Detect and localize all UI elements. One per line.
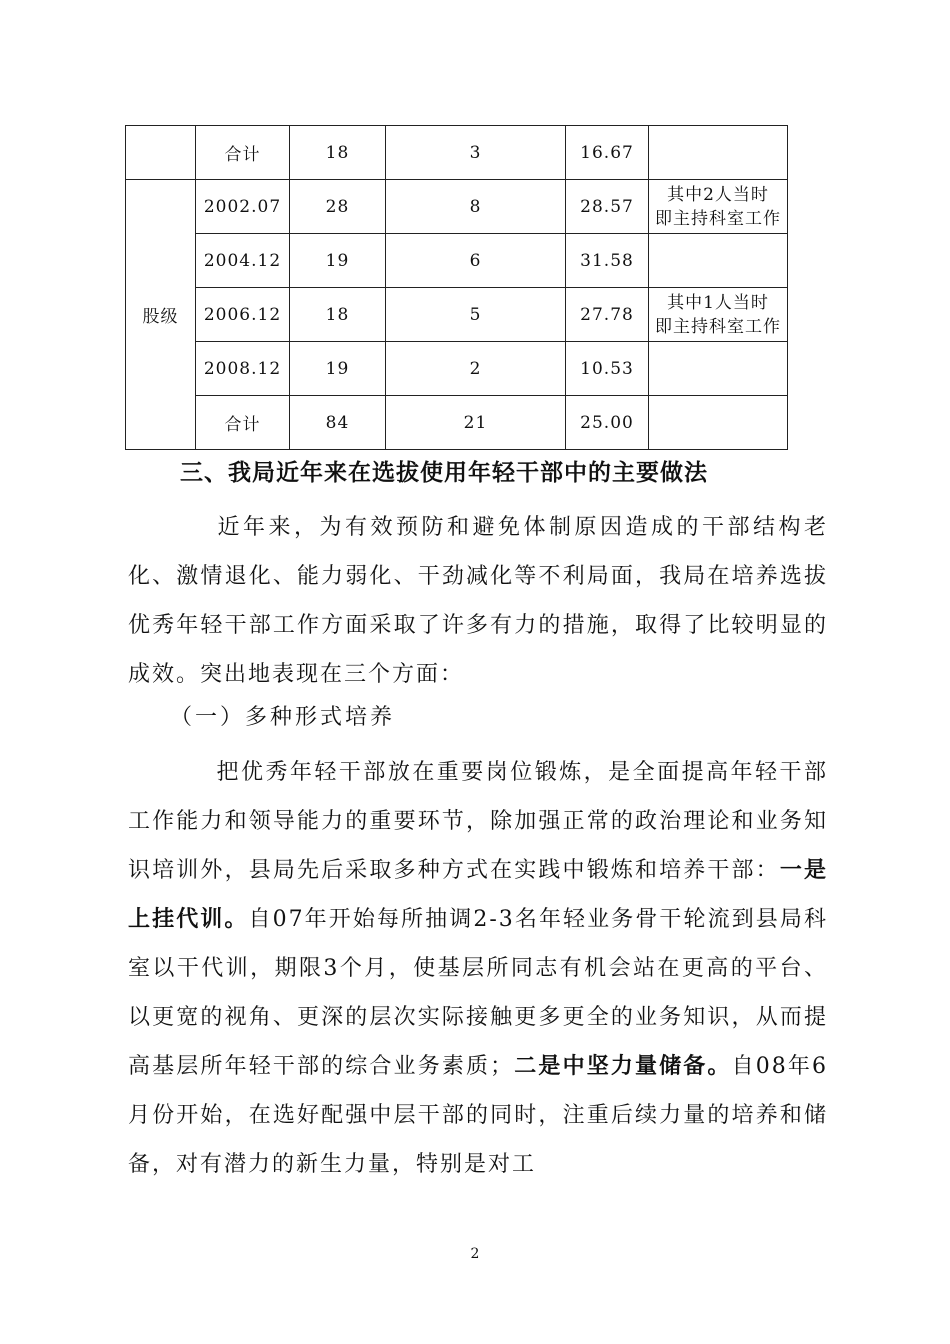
table-cell: 2002.07	[196, 180, 290, 234]
table-cell	[649, 396, 788, 450]
table-cell: 2008.12	[196, 342, 290, 396]
table-row	[126, 180, 788, 234]
table-cell: 合计	[196, 396, 290, 450]
group-label-cell: 股级	[126, 180, 196, 450]
table-cell: 6	[386, 234, 566, 288]
note-line: 即主持科室工作	[655, 208, 781, 229]
table-cell: 10.53	[566, 342, 649, 396]
table-cell: 合计	[196, 126, 290, 180]
table-row	[126, 342, 788, 396]
subheading: （一）多种形式培养	[170, 705, 396, 730]
note-cell	[649, 180, 788, 234]
table-cell: 27.78	[566, 288, 649, 342]
point1-title: 一是上挂代训。	[128, 858, 828, 932]
body-paragraph	[128, 748, 828, 1189]
section-heading: 三、我局近年来在选拔使用年轻干部中的主要做法	[180, 460, 708, 486]
table-row	[126, 288, 788, 342]
table-cell: 3	[386, 126, 566, 180]
table-cell	[649, 342, 788, 396]
note-line: 即主持科室工作	[655, 316, 781, 337]
point1-text: 自07年开始每所抽调2-3名年轻业务骨干轮流到县局科室以干代训，期限3个月，使基层所同志有机会站在更高的平台、以更宽的视角、更深的层次实际接触更多更全的业务知识，从而提高基层所年轻干部的综合业务素质；	[128, 907, 828, 1079]
table-cell: 84	[290, 396, 386, 450]
table-cell: 16.67	[566, 126, 649, 180]
note-cell	[649, 288, 788, 342]
table-cell	[126, 126, 196, 180]
table-row	[126, 126, 788, 180]
table-cell	[649, 126, 788, 180]
table-cell: 2004.12	[196, 234, 290, 288]
table-cell: 19	[290, 234, 386, 288]
point2-text: 自08年6月份开始，在选好配强中层干部的同时，注重后续力量的培养和储备，对有潜力的新生力量，特别是对工	[128, 1054, 828, 1177]
table-row	[126, 234, 788, 288]
table-cell: 18	[290, 126, 386, 180]
note-line: 其中1人当时	[667, 292, 769, 313]
table-cell: 21	[386, 396, 566, 450]
note-line: 其中2人当时	[667, 184, 769, 205]
table-cell: 19	[290, 342, 386, 396]
table-cell	[649, 234, 788, 288]
table-cell: 25.00	[566, 396, 649, 450]
table-cell: 5	[386, 288, 566, 342]
page-number: 2	[470, 1246, 480, 1262]
table-cell: 28.57	[566, 180, 649, 234]
table-cell: 18	[290, 288, 386, 342]
table-cell: 28	[290, 180, 386, 234]
point2-title: 二是中坚力量储备。	[514, 1054, 732, 1079]
cadre-statistics-table	[125, 125, 788, 450]
table-cell: 31.58	[566, 234, 649, 288]
table-cell: 8	[386, 180, 566, 234]
intro-text: 近年来，为有效预防和避免体制原因造成的干部结构老化、激情退化、能力弱化、干劲减化等不利局面，我局在培养选拔优秀年轻干部工作方面采取了许多有力的措施，取得了比较明显的成效。突出地表现在三个方面：	[128, 515, 828, 687]
table-cell: 2	[386, 342, 566, 396]
intro-paragraph	[128, 503, 828, 699]
table-row	[126, 396, 788, 450]
table-cell: 2006.12	[196, 288, 290, 342]
body-lead: 把优秀年轻干部放在重要岗位锻炼，是全面提高年轻干部工作能力和领导能力的重要环节，除加强正常的政治理论和业务知识培训外，县局先后采取多种方式在实践中锻炼和培养干部：	[128, 760, 828, 883]
